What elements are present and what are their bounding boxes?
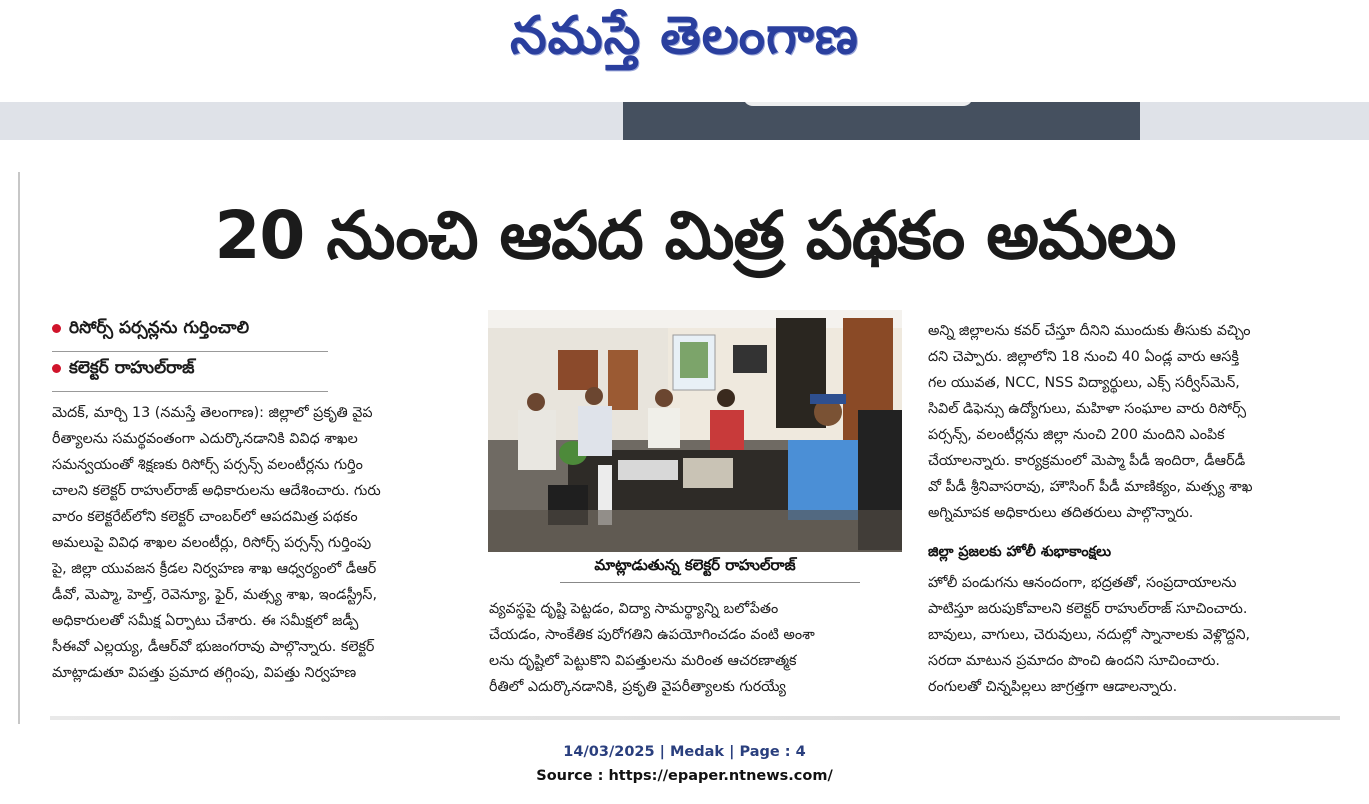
article-text-line: వ్యవస్థపై దృష్టి పెట్టడం, విద్యా సామర్థ్యాన్ని బలోపేతం (489, 601, 779, 617)
article-text-line: గల యువత, NCC, NSS విద్యార్థులు, ఎక్స్ సర్వీస్‌మెన్, (928, 375, 1240, 391)
article-text-line: లను దృష్టిలో పెట్టుకొని విపత్తులను మరింత ఆచరణాత్మక (489, 653, 797, 669)
article-text-line: అగ్నిమాపక అధికారులు తదితరులు పాల్గొన్నారు. (928, 505, 1194, 521)
article-column-3-holi (928, 570, 1340, 700)
article-text-line: అన్ని జిల్లాలను కవర్ చేస్తూ దీనిని ముందుకు తీసుకు వచ్చిం (928, 323, 1251, 339)
article-text-line: రీతిలో ఎదుర్కొనడానికి, ప్రకృతి వైపరీత్యాలకు గురయ్యే (489, 679, 786, 695)
article-text-line: సివిల్ డిఫెన్సు ఉద్యోగులు, మహిళా సంఘాల వారు రిసోర్స్ (928, 401, 1247, 417)
article-text-line: దని చెప్పారు. జిల్లాలోని 18 నుంచి 40 ఏండ్ల వారు ఆసక్తి (928, 349, 1239, 365)
article-text-line: చాలని కలెక్టర్ రాహుల్‌రాజ్ అధికారులను ఆదేశించారు. గురు (52, 483, 381, 499)
article-text-line: హోలీ పండుగను ఆనందంగా, భద్రతతో, సంప్రదాయాలను (928, 575, 1237, 591)
article-text-line: వో పీడీ శ్రీనివాసరావు, హౌసింగ్ పీడీ మాణిక్యం, మత్స్య శాఖ (928, 479, 1253, 495)
article-text-line: అమలుపై వివిధ శాఖల వలంటీర్లు, రిసోర్స్ పర్సన్స్ గుర్తింపు (52, 535, 372, 551)
article-text-line: అధికారులతో సమీక్ష ఏర్పాటు చేశారు. ఈ సమీక్షలో జడ్పీ (52, 613, 359, 629)
article-text-line: చేయాలన్నారు. కార్యక్రమంలో మెప్మా పీడీ ఇందిరా, డీఆర్‌డీ (928, 453, 1246, 469)
article-column-1 (52, 400, 464, 686)
article-text-line: మాట్లాడుతూ విపత్తు ప్రమాద తగ్గింపు, విపత్తు నిర్వహణ (52, 665, 357, 681)
photo-caption: మాట్లాడుతున్న కలెక్టర్ రాహుల్‌రాజ్ (594, 556, 796, 574)
article-text-line: సమన్వయంతో శిక్షణకు రిసోర్స్ పర్సన్స్ వలంటీర్లను గుర్తిం (52, 457, 363, 473)
article-photo (488, 310, 902, 552)
article-text-line: మెదక్, మార్చి 13 (నమస్తే తెలంగాణ): జిల్లాలో ప్రకృతి వైప (52, 405, 373, 421)
clipping-bottom-edge (50, 716, 1340, 720)
article-column-3 (928, 318, 1340, 526)
article-text-line: బావులు, వాగులు, చెరువులు, నదుల్లో స్నానాలకు వెళ్లొద్దని, (928, 627, 1251, 643)
article-text-line: రీత్యాలను సమర్థవంతంగా ఎదుర్కొనడానికి వివిధ శాఖల (52, 431, 358, 447)
bullet-dot-icon (52, 324, 61, 333)
article-subheading: జిల్లా ప్రజలకు హోలీ శుభాకాంక్షలు (928, 544, 1112, 560)
footer-source-link[interactable]: Source : https://epaper.ntnews.com/ (536, 768, 833, 784)
article-column-2 (489, 596, 901, 700)
masthead-dark-band (623, 102, 1140, 140)
bullet-divider (52, 351, 328, 352)
article-text-line: డీవో, మెప్మా, హెల్త్, రెవెన్యూ, ఫైర్, మత్స్య శాఖ, ఇండస్ట్రీస్, (52, 587, 377, 603)
article-text-line: పాటిస్తూ జరుపుకోవాలని కలెక్టర్ రాహుల్‌రాజ్ సూచించారు. (928, 601, 1248, 617)
article-text-line: సరదా మాటున ప్రమాదం పొంచి ఉందని సూచించారు. (928, 653, 1220, 669)
footer-date-line: 14/03/2025 | Medak | Page : 4 (563, 744, 806, 760)
article-text-line: సీఈవో ఎల్లయ్య, డీఆర్‌వో భుజంగరావు పాల్గొన్నారు. కలెక్టర్ (52, 639, 375, 655)
article-text-line: పర్సన్స్, వలంటీర్లను జిల్లా నుంచి 200 మందిని ఎంపిక (928, 427, 1225, 443)
newspaper-logo: నమస్తే తెలంగాణ (510, 6, 859, 66)
article-text-line: చేయడం, సాంకేతిక పురోగతిని ఉపయోగించడం వంటి అంశా (489, 627, 815, 643)
article-headline: 20 నుంచి ఆపద మిత్ర పథకం అమలు (214, 197, 1176, 274)
article-bullet-2: కలెక్టర్ రాహుల్‌రాజ్ (52, 358, 194, 382)
bullet-divider (52, 391, 328, 392)
article-text-line: రంగులతో చిన్నపిల్లలు జాగ్రత్తగా ఆడాలన్నారు. (928, 679, 1178, 695)
article-text-line: వారం కలెక్టరేట్‌లోని కలెక్టర్ చాంబర్‌లో ఆపదమిత్ర పథకం (52, 509, 358, 525)
caption-divider (560, 582, 860, 583)
article-text-line: పై, జిల్లా యువజన క్రీడల నిర్వహణ శాఖ ఆధ్వర్యంలో డీఆర్ (52, 561, 377, 577)
masthead (0, 0, 1369, 100)
article-bullet-1: రిసోర్స్ పర్సన్లను గుర్తించాలి (52, 318, 249, 342)
bullet-dot-icon (52, 364, 61, 373)
